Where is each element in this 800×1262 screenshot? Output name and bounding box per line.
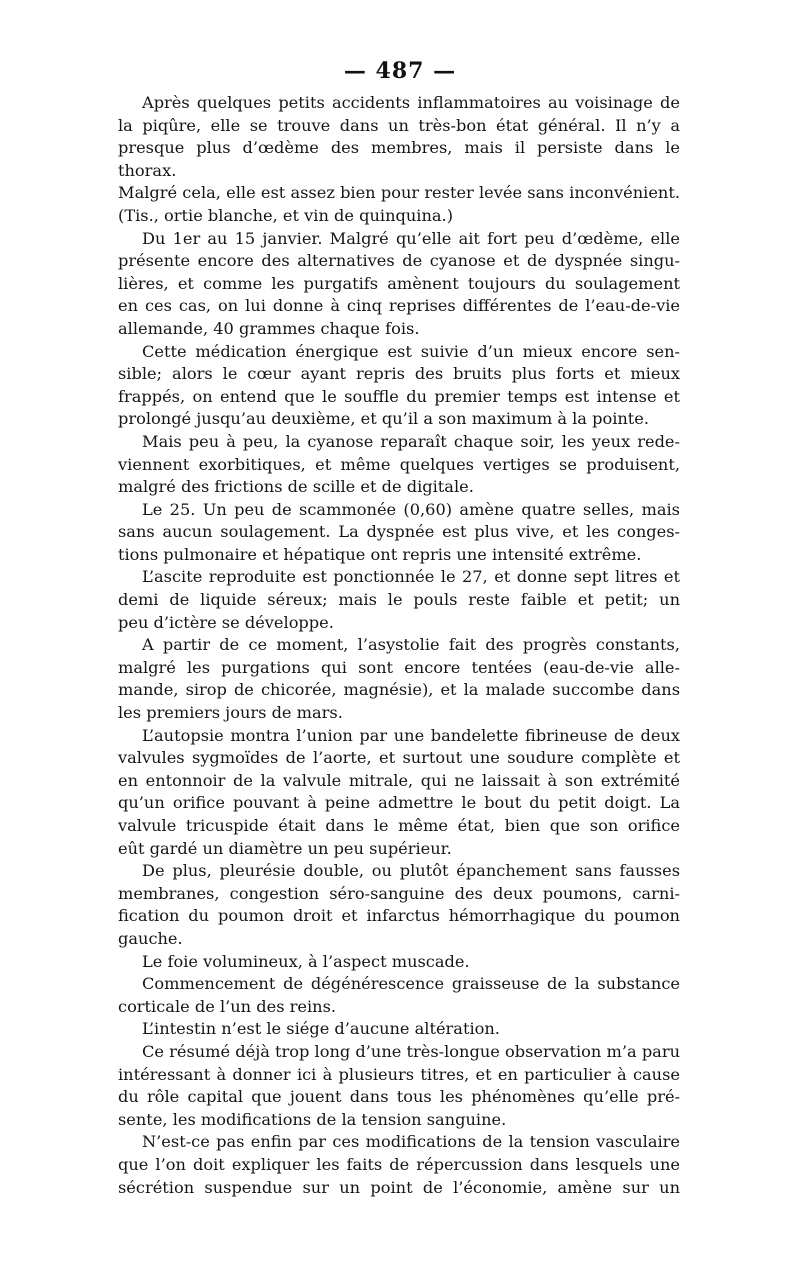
text-line: eût gardé un diamètre un peu supérieur. <box>118 838 452 858</box>
text-line: gauche. <box>118 928 183 948</box>
text-line: demi de liquide séreux; mais le pouls reste faible et petit; un <box>118 590 680 610</box>
text-line: fication du poumon droit et infarctus hémorrhagique du poumon <box>118 906 680 926</box>
text-line: L’ascite reproduite est ponctionnée le 27, et donne sept litres et <box>142 567 680 587</box>
text-line: Commencement de dégénérescence graisseuse de la substance <box>142 974 680 994</box>
text-line: tions pulmonaire et hépatique ont repris une intensité extrême. <box>118 544 642 564</box>
text-line: lières, et comme les purgatifs amènent toujours du soulagement <box>118 273 680 293</box>
text-line: sécrétion suspendue sur un point de l’économie, amène sur un <box>118 1177 680 1197</box>
text-line: Ce résumé déjà trop long d’une très-longue observation m’a paru <box>142 1041 680 1061</box>
text-line: N’est-ce pas enfin par ces modifications de la tension vasculaire <box>142 1132 680 1152</box>
text-line: Le 25. Un peu de scammonée (0,60) amène quatre selles, mais <box>142 499 680 519</box>
text-line: A partir de ce moment, l’asystolie fait des progrès constants, <box>142 635 680 655</box>
text-line: malgré des frictions de scille et de digitale. <box>118 477 474 497</box>
text-line: Après quelques petits accidents inflammatoires au voisinage de <box>142 93 680 112</box>
text-line: Malgré cela, elle est assez bien pour rester levée sans inconvénient. <box>118 183 680 203</box>
text-line: L’intestin n’est le siége d’aucune altération. <box>142 1019 500 1039</box>
text-line: sans aucun soulagement. La dyspnée est plus vive, et les conges- <box>118 522 680 542</box>
text-line: prolongé jusqu’au deuxième, et qu’il a son maximum à la pointe. <box>118 409 650 429</box>
text-line: en entonnoir de la valvule mitrale, qui ne laissait à son extrémité <box>118 770 680 790</box>
text-line: valvule tricuspide était dans le même état, bien que son orifice <box>118 816 680 835</box>
page-number: — 487 — <box>343 58 457 84</box>
text-line: Mais peu à peu, la cyanose reparaît chaque soir, les yeux rede- <box>142 431 680 451</box>
text-line: sible; alors le cœur ayant repris des bruits plus forts et mieux <box>118 364 680 384</box>
text-line: qu’un orifice pouvant à peine admettre le bout du petit doigt. La <box>118 793 680 813</box>
text-line: frappés, on entend que le souffle du premier temps est intense et <box>118 386 680 406</box>
text-line: allemande, 40 grammes chaque fois. <box>118 318 420 338</box>
text-line: mande, sirop de chicorée, magnésie), et la malade succombe dans <box>118 680 680 700</box>
text-line: peu d’ictère se développe. <box>118 612 334 632</box>
text-line: viennent exorbitiques, et même quelques vertiges se produisent, <box>118 454 680 474</box>
text-line: la piqûre, elle se trouve dans un très-bon état général. Il n’y a <box>118 115 680 135</box>
text-line: Du 1er au 15 janvier. Malgré qu’elle ait fort peu d’œdème, elle <box>142 228 680 248</box>
text-line: Le foie volumineux, à l’aspect muscade. <box>142 951 470 971</box>
text-line: en ces cas, on lui donne à cinq reprises différentes de l’eau-de-vie <box>118 296 680 316</box>
text-line: membranes, congestion séro-sanguine des deux poumons, carni- <box>118 883 680 903</box>
text-line: presque plus d’œdème des membres, mais il persiste dans le thorax. <box>118 138 680 180</box>
text-line: malgré les purgations qui sont encore tentées (eau-de-vie alle- <box>118 657 680 677</box>
text-line: valvules sygmoïdes de l’aorte, et surtout une soudure complète et <box>118 748 680 768</box>
text-line: De plus, pleurésie double, ou plutôt épanchement sans fausses <box>142 861 680 881</box>
text-line: Cette médication énergique est suivie d’un mieux encore sen- <box>142 341 680 361</box>
text-line: du rôle capital que jouent dans tous les phénomènes qu’elle pré- <box>118 1087 680 1107</box>
text-line: que l’on doit expliquer les faits de répercussion dans lesquels une <box>118 1154 680 1174</box>
text-line: corticale de l’un des reins. <box>118 996 337 1016</box>
text-line: sente, les modifications de la tension sanguine. <box>118 1109 507 1129</box>
body-text <box>118 92 680 1199</box>
text-line: présente encore des alternatives de cyanose et de dyspnée singu- <box>118 251 680 271</box>
text-line: (Tis., ortie blanche, et vin de quinquina.) <box>118 205 454 225</box>
text-line: intéressant à donner ici à plusieurs titres, et en particulier à cause <box>118 1064 680 1084</box>
text-line: L’autopsie montra l’union par une bandelette fibrineuse de deux <box>142 725 680 745</box>
text-line: les premiers jours de mars. <box>118 703 343 723</box>
